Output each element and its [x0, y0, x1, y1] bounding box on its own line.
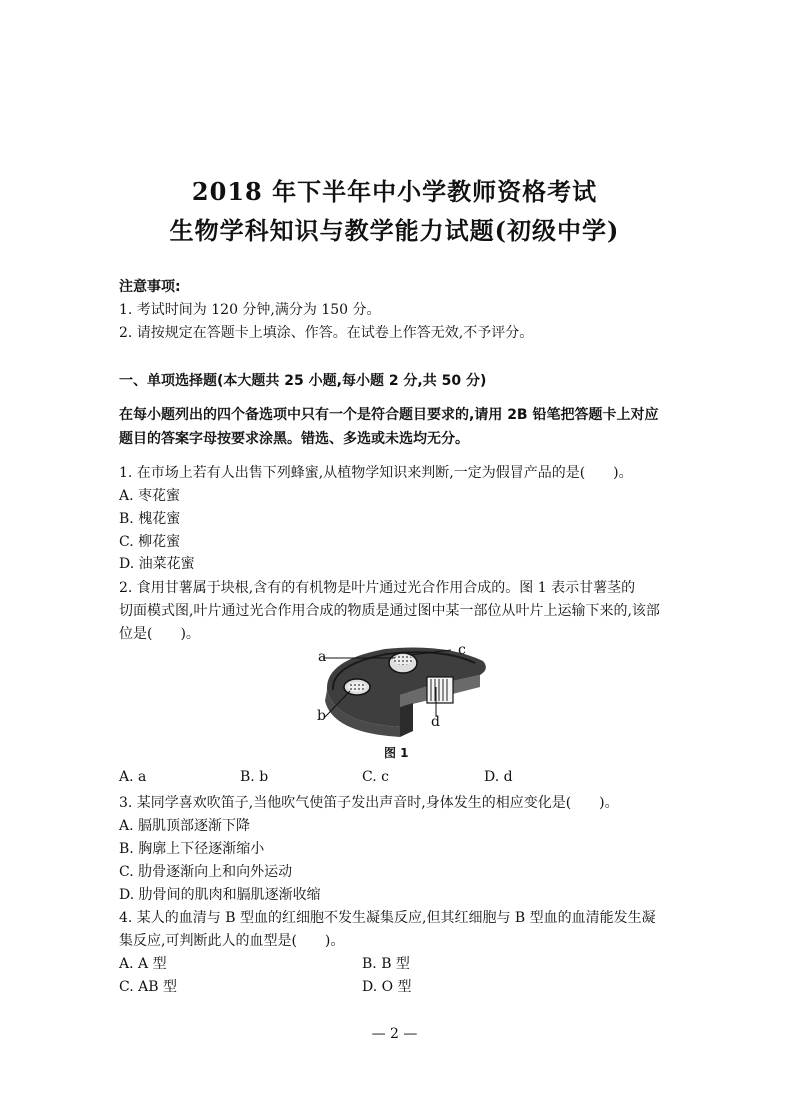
option: A. 枣花蜜: [119, 488, 181, 504]
option: B. B 型: [362, 956, 410, 972]
option: C. 柳花蜜: [119, 534, 181, 550]
question-stem: 位是( )。: [119, 626, 200, 642]
figure-label-d: d: [431, 714, 440, 730]
option: B. 胸廓上下径逐渐缩小: [119, 841, 265, 857]
option: D. 肋骨间的肌肉和膈肌逐渐收缩: [119, 887, 321, 903]
exam-subtitle: 生物学科知识与教学能力试题(初级中学): [169, 216, 620, 245]
section-heading: 一、单项选择题(本大题共 25 小题,每小题 2 分,共 50 分): [119, 373, 487, 389]
option: A. 膈肌顶部逐渐下降: [119, 818, 251, 834]
option: A. a: [119, 769, 147, 785]
option: C. AB 型: [119, 979, 177, 995]
option: C. c: [362, 769, 389, 785]
figure-label-a: a: [318, 649, 327, 665]
option: B. 槐花蜜: [119, 511, 181, 527]
figure-label-c: c: [458, 642, 466, 658]
option: C. 肋骨逐渐向上和向外运动: [119, 864, 293, 880]
question-stem: 集反应,可判断此人的血型是( )。: [119, 933, 345, 949]
figure-label-b: b: [317, 708, 326, 724]
stem-cross-section-figure: [305, 635, 495, 740]
question-stem: 2. 食用甘薯属于块根,含有的有机物是叶片通过光合作用合成的。图 1 表示甘薯茎的: [119, 580, 636, 596]
figure-caption: 图 1: [384, 746, 409, 760]
section-instruction: 在每小题列出的四个备选项中只有一个是符合题目要求的,请用 2B 铅笔把答题卡上对应: [119, 407, 659, 423]
option: D. 油菜花蜜: [119, 556, 195, 572]
notice-item: 1. 考试时间为 120 分钟,满分为 150 分。: [119, 302, 381, 318]
exam-title: 2018 年下半年中小学教师资格考试: [191, 177, 598, 206]
question-stem: 1. 在市场上若有人出售下列蜂蜜,从植物学知识来判断,一定为假冒产品的是( )。: [119, 465, 633, 481]
notice-item: 2. 请按规定在答题卡上填涂、作答。在试卷上作答无效,不予评分。: [119, 325, 534, 341]
option: D. d: [484, 769, 513, 785]
question-stem: 切面模式图,叶片通过光合作用合成的物质是通过图中某一部位从叶片上运输下来的,该部: [119, 603, 660, 619]
option: B. b: [240, 769, 269, 785]
question-stem: 3. 某同学喜欢吹笛子,当他吹气使笛子发出声音时,身体发生的相应变化是( )。: [119, 795, 619, 811]
page-number: — 2 —: [371, 1026, 418, 1042]
question-stem: 4. 某人的血清与 B 型血的红细胞不发生凝集反应,但其红细胞与 B 型血的血清能发生凝: [119, 910, 656, 926]
option: A. A 型: [119, 956, 167, 972]
section-instruction: 题目的答案字母按要求涂黑。错选、多选或未选均无分。: [119, 431, 469, 447]
notice-heading: 注意事项:: [119, 279, 181, 295]
option: D. O 型: [362, 979, 412, 995]
